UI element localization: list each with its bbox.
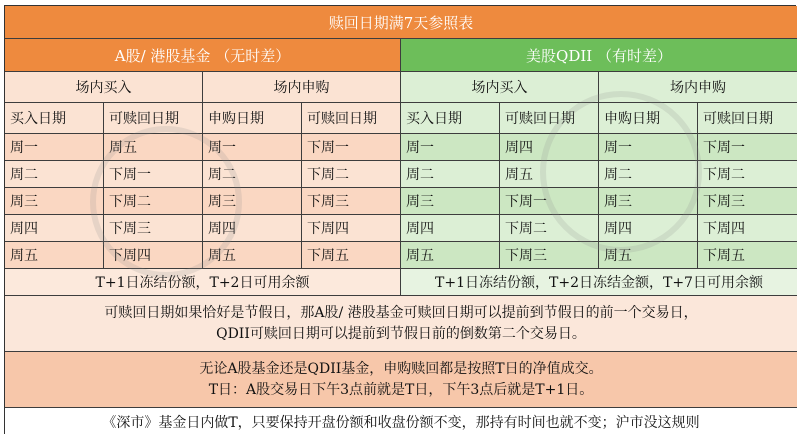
table-cell: 周四	[500, 134, 599, 161]
table-cell: 下周五	[302, 242, 401, 269]
table-cell: 周三	[401, 188, 500, 215]
table-cell: 下周一	[104, 161, 203, 188]
nav-note-line-1: 无论A股基金还是QDII基金，申购赎回都是按照T日的净值成交。	[199, 360, 603, 377]
table-cell: 周四	[5, 215, 104, 242]
holiday-note	[5, 296, 797, 352]
table-cell: 周五	[500, 161, 599, 188]
table-cell: 周一	[401, 134, 500, 161]
table-cell: 下周五	[698, 242, 797, 269]
table-cell: 周一	[5, 134, 104, 161]
table-cell: 周二	[5, 161, 104, 188]
table-cell: 下周一	[698, 134, 797, 161]
table-cell: 周五	[203, 242, 302, 269]
table-cell: 周一	[203, 134, 302, 161]
column-header: 可赎回日期	[104, 103, 203, 134]
footnote-a-share: T+1日冻结份额，T+2日可用余额	[5, 269, 401, 296]
table-cell: 下周一	[302, 134, 401, 161]
table-cell: 下周二	[500, 215, 599, 242]
column-header: 可赎回日期	[500, 103, 599, 134]
subheader-us-subscribe: 场内申购	[599, 72, 797, 103]
table-cell: 周二	[401, 161, 500, 188]
column-header: 可赎回日期	[698, 103, 797, 134]
subheader-a-subscribe: 场内申购	[203, 72, 401, 103]
table-cell: 周四	[401, 215, 500, 242]
nav-note-line-2: T日：A股交易日下午3点前就是T日，下午3点后就是T+1日。	[208, 381, 594, 398]
shenzhen-rule-note: 《深市》基金日内做T，只要保持开盘份额和收盘份额不变，那持有时间也就不变；沪市没这规则	[5, 408, 797, 435]
table-cell: 周三	[599, 188, 698, 215]
table-cell: 下周三	[500, 242, 599, 269]
table-cell: 下周二	[698, 161, 797, 188]
table-cell: 下周二	[302, 161, 401, 188]
group-header-us-qdii: 美股QDII （有时差）	[401, 39, 797, 72]
table-cell: 下周一	[500, 188, 599, 215]
table-cell: 周五	[401, 242, 500, 269]
table-title: 赎回日期满7天参照表	[5, 6, 797, 39]
table-cell: 下周二	[104, 188, 203, 215]
column-header: 申购日期	[599, 103, 698, 134]
footnote-us-qdii: T+1日冻结份额，T+2日冻结金额，T+7日可用余额	[401, 269, 797, 296]
nav-note	[5, 352, 797, 408]
table-cell: 周五	[599, 242, 698, 269]
column-header: 申购日期	[203, 103, 302, 134]
holiday-note-line-1: 可赎回日期如果恰好是节假日，那A股/ 港股基金可赎回日期可以提前到节假日的前一个交易日，	[104, 304, 698, 321]
table-cell: 周三	[203, 188, 302, 215]
table-cell: 下周三	[302, 188, 401, 215]
table-cell: 周二	[599, 161, 698, 188]
table-cell: 周二	[203, 161, 302, 188]
table-cell: 下周三	[104, 215, 203, 242]
table-cell: 周四	[203, 215, 302, 242]
column-header: 买入日期	[5, 103, 104, 134]
table-cell: 周五	[104, 134, 203, 161]
subheader-us-buy: 场内买入	[401, 72, 599, 103]
table-cell: 下周四	[104, 242, 203, 269]
table-cell: 下周三	[698, 188, 797, 215]
column-header: 买入日期	[401, 103, 500, 134]
table-cell: 周三	[5, 188, 104, 215]
table-cell: 周五	[5, 242, 104, 269]
subheader-a-buy: 场内买入	[5, 72, 203, 103]
column-header: 可赎回日期	[302, 103, 401, 134]
table-cell: 下周四	[698, 215, 797, 242]
group-header-a-share: A股/ 港股基金 （无时差）	[5, 39, 401, 72]
table-cell: 周一	[599, 134, 698, 161]
table-cell: 周四	[599, 215, 698, 242]
holiday-note-line-2: QDII可赎回日期可以提前到节假日前的倒数第二个交易日。	[216, 325, 586, 342]
reference-table	[4, 5, 796, 434]
table-cell: 下周四	[302, 215, 401, 242]
